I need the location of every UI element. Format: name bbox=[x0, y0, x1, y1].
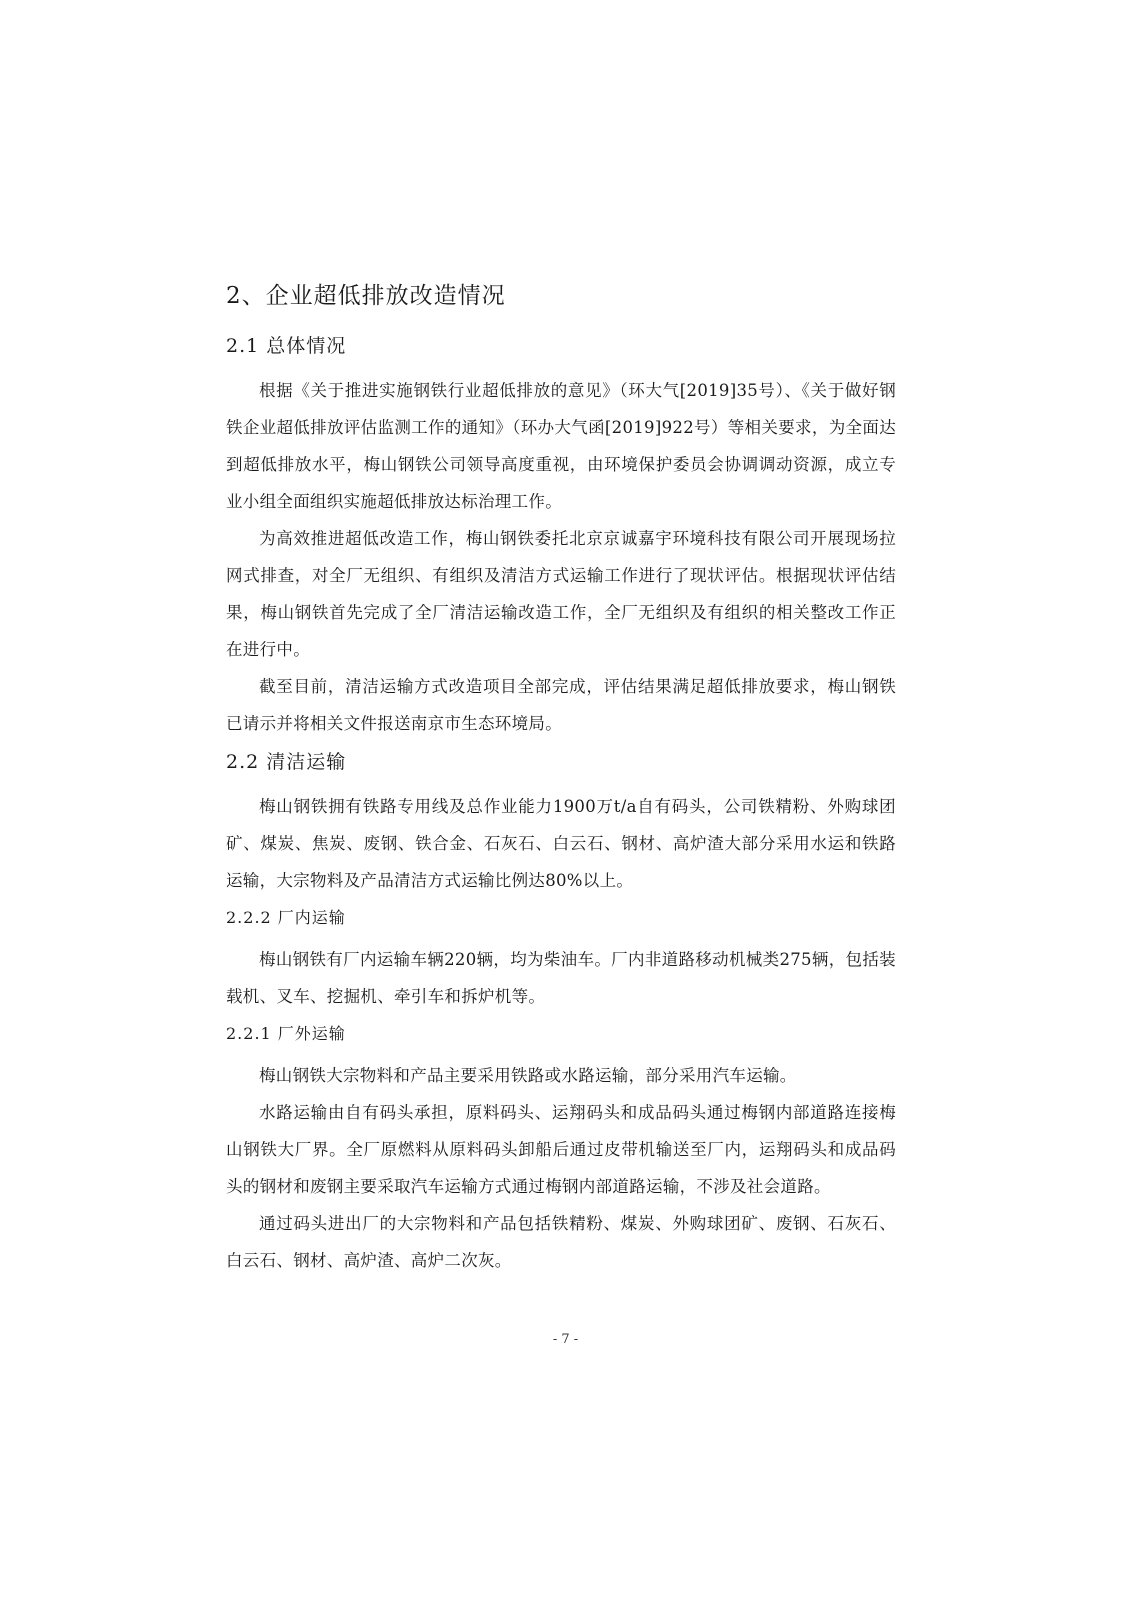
subsection-heading-inner-transport: 2.2.2 厂内运输 bbox=[226, 908, 346, 927]
paragraph: 梅山钢铁有厂内运输车辆220辆，均为柴油车。厂内非道路移动机械类275辆，包括装载机、叉车、挖掘机、牵引车和拆炉机等。 bbox=[226, 950, 896, 1006]
paragraph: 水路运输由自有码头承担，原料码头、运翔码头和成品码头通过梅钢内部道路连接梅山钢铁大厂界。全厂原燃料从原料码头卸船后通过皮带机输送至厂内，运翔码头和成品码头的钢材和废钢主要采取汽车运输方式通过梅钢内部道路运输，不涉及社会道路。 bbox=[226, 1103, 896, 1196]
subsection-heading-clean-transport: 2.2 清洁运输 bbox=[226, 751, 347, 773]
section-title: 2、企业超低排放改造情况 bbox=[226, 283, 506, 309]
paragraph: 根据《关于推进实施钢铁行业超低排放的意见》（环大气[2019]35号）、《关于做好钢铁企业超低排放评估监测工作的通知》（环办大气函[2019]922号）等相关要求，为全面达到超低排放水平，梅山钢铁公司领导高度重视，由环境保护委员会协调调动资源，成立专业小组全面组织实施超低排放达标治理工作。 bbox=[226, 381, 896, 511]
paragraph: 截至目前，清洁运输方式改造项目全部完成，评估结果满足超低排放要求，梅山钢铁已请示并将相关文件报送南京市生态环境局。 bbox=[226, 677, 896, 733]
paragraph: 为高效推进超低改造工作，梅山钢铁委托北京京诚嘉宇环境科技有限公司开展现场拉网式排查，对全厂无组织、有组织及清洁方式运输工作进行了现状评估。根据现状评估结果，梅山钢铁首先完成了全厂清洁运输改造工作，全厂无组织及有组织的相关整改工作正在进行中。 bbox=[226, 529, 896, 659]
paragraph: 梅山钢铁拥有铁路专用线及总作业能力1900万t/a自有码头，公司铁精粉、外购球团矿、煤炭、焦炭、废钢、铁合金、石灰石、白云石、钢材、高炉渣大部分采用水运和铁路运输，大宗物料及产品清洁方式运输比例达80%以上。 bbox=[226, 797, 896, 890]
page-number: - 7 - bbox=[552, 1332, 579, 1347]
paragraph: 通过码头进出厂的大宗物料和产品包括铁精粉、煤炭、外购球团矿、废钢、石灰石、白云石、钢材、高炉渣、高炉二次灰。 bbox=[226, 1214, 896, 1270]
subsection-heading-overall: 2.1 总体情况 bbox=[226, 335, 347, 357]
paragraph: 梅山钢铁大宗物料和产品主要采用铁路或水路运输，部分采用汽车运输。 bbox=[259, 1066, 797, 1085]
document-body bbox=[226, 276, 896, 1279]
subsection-heading-outer-transport: 2.2.1 厂外运输 bbox=[226, 1024, 346, 1043]
